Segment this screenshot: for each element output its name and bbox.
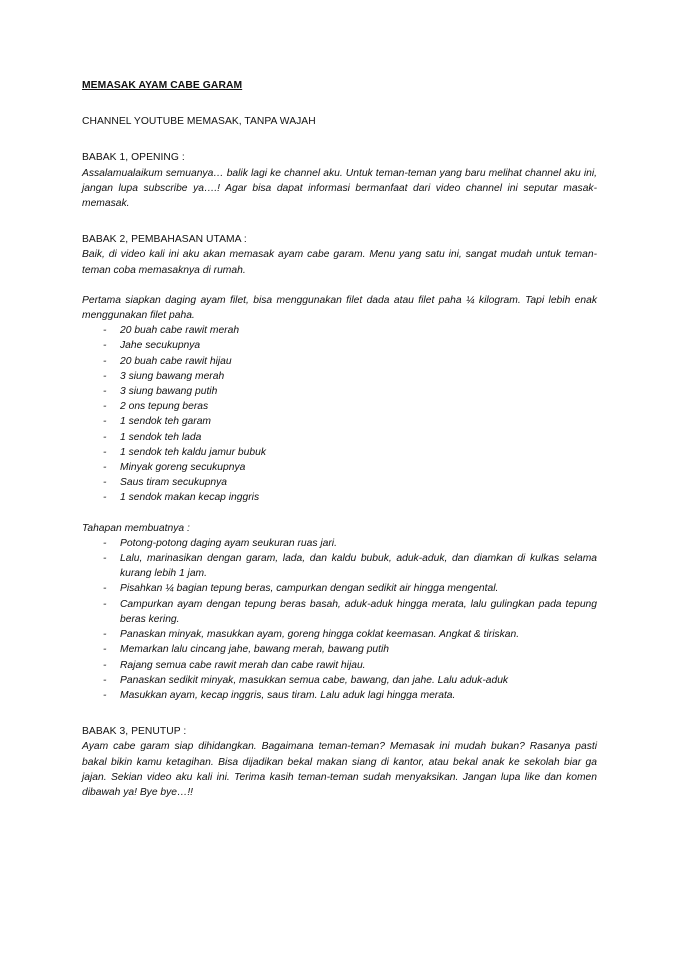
dash-bullet-icon: - bbox=[103, 355, 107, 367]
list-item bbox=[82, 414, 597, 429]
dash-bullet-icon: - bbox=[103, 462, 107, 474]
section-heading-main: BABAK 2, PEMBAHASAN UTAMA : bbox=[82, 234, 247, 246]
dash-bullet-icon: - bbox=[103, 431, 107, 443]
list-item-label: 1 sendok teh garam bbox=[120, 416, 212, 428]
list-item-label: Minyak goreng secukupnya bbox=[120, 462, 246, 474]
document-subtitle: CHANNEL YOUTUBE MEMASAK, TANPA WAJAH bbox=[82, 116, 316, 128]
dash-bullet-icon: - bbox=[103, 674, 107, 686]
list-item-label: 1 sendok teh kaldu jamur bubuk bbox=[120, 446, 266, 458]
dash-bullet-icon: - bbox=[103, 644, 107, 656]
list-item-label: Campurkan ayam dengan tepung beras basah, aduk-aduk hingga merata, lalu gulingkan pada tepung beras kering. bbox=[120, 598, 597, 625]
list-item bbox=[82, 658, 597, 673]
dash-bullet-icon: - bbox=[103, 477, 107, 489]
ingredients-list bbox=[82, 323, 597, 505]
dash-bullet-icon: - bbox=[103, 386, 107, 398]
dash-bullet-icon: - bbox=[103, 583, 107, 595]
steps-label: Tahapan membuatnya : bbox=[82, 522, 190, 534]
closing-paragraph: Ayam cabe garam siap dihidangkan. Bagaimana teman-teman? Memasak ini mudah bukan? Rasanya pasti bakal bikin kamu ketagihan. Bisa dijadikan bekal makan siang di kantor, atau bekal anak ke sekolah biar ga jajan. Sekian video aku kali ini. Terima kasih teman-teman sudah menyaksikan. Jangan lupa like dan komen dibawah ya! Bye bye…!! bbox=[82, 741, 597, 798]
list-item-label: 3 siung bawang merah bbox=[120, 370, 225, 382]
section-heading-closing: BABAK 3, PENUTUP : bbox=[82, 726, 187, 738]
list-item bbox=[82, 688, 597, 703]
dash-bullet-icon: - bbox=[103, 401, 107, 413]
list-item-label: Masukkan ayam, kecap inggris, saus tiram. Lalu aduk lagi hingga merata. bbox=[120, 689, 456, 701]
main-intro-paragraph: Baik, di video kali ini aku akan memasak ayam cabe garam. Menu yang satu ini, sangat mudah untuk teman-teman coba memasaknya di rumah. bbox=[82, 249, 597, 276]
opening-paragraph: Assalamualaikum semuanya… balik lagi ke channel aku. Untuk teman-teman yang baru melihat channel aku ini, jangan lupa subscribe ya….! Agar bisa dapat informasi bermanfaat dari video channel ini seputar masak-memasak. bbox=[82, 167, 597, 210]
list-item bbox=[82, 597, 597, 627]
dash-bullet-icon: - bbox=[103, 492, 107, 504]
list-item-label: Memarkan lalu cincang jahe, bawang merah, bawang putih bbox=[120, 644, 390, 656]
list-item-label: 1 sendok teh lada bbox=[120, 431, 202, 443]
list-item-label: 1 sendok makan kecap inggris bbox=[120, 492, 260, 504]
list-item bbox=[82, 536, 597, 551]
list-item-label: Pisahkan ¼ bagian tepung beras, campurkan dengan sedikit air hingga mengental. bbox=[120, 583, 499, 595]
steps-list bbox=[82, 536, 597, 703]
dash-bullet-icon: - bbox=[103, 370, 107, 382]
list-item-label: Lalu, marinasikan dengan garam, lada, dan kaldu bubuk, aduk-aduk, dan diamkan di kulkas selama kurang lebih 1 jam. bbox=[120, 553, 597, 580]
dash-bullet-icon: - bbox=[103, 416, 107, 428]
page-title: MEMASAK AYAM CABE GARAM bbox=[82, 80, 243, 91]
list-item bbox=[82, 445, 597, 460]
list-item-label: 3 siung bawang putih bbox=[120, 386, 218, 398]
document-body bbox=[82, 78, 597, 800]
dash-bullet-icon: - bbox=[103, 629, 107, 641]
list-item bbox=[82, 490, 597, 505]
dash-bullet-icon: - bbox=[103, 537, 107, 549]
list-item bbox=[82, 354, 597, 369]
spacer bbox=[82, 506, 597, 521]
list-item bbox=[82, 551, 597, 581]
section-heading-opening: BABAK 1, OPENING : bbox=[82, 152, 185, 164]
dash-bullet-icon: - bbox=[103, 689, 107, 701]
list-item-label: Panaskan sedikit minyak, masukkan semua cabe, bawang, dan jahe. Lalu aduk-aduk bbox=[120, 674, 509, 686]
list-item bbox=[82, 399, 597, 414]
list-item-label: Potong-potong daging ayam seukuran ruas jari. bbox=[120, 537, 337, 549]
list-item-label: Saus tiram secukupnya bbox=[120, 477, 228, 489]
dash-bullet-icon: - bbox=[103, 340, 107, 352]
list-item bbox=[82, 323, 597, 338]
dash-bullet-icon: - bbox=[103, 553, 107, 565]
list-item bbox=[82, 627, 597, 642]
list-item bbox=[82, 384, 597, 399]
ingredients-intro-paragraph: Pertama siapkan daging ayam filet, bisa menggunakan filet dada atau filet paha ¼ kilogram. Tapi lebih enak menggunakan filet paha. bbox=[82, 294, 597, 322]
list-item bbox=[82, 430, 597, 445]
list-item-label: 20 buah cabe rawit hijau bbox=[120, 355, 232, 367]
list-item bbox=[82, 673, 597, 688]
list-item-label: 2 ons tepung beras bbox=[120, 401, 209, 413]
list-item bbox=[82, 460, 597, 475]
dash-bullet-icon: - bbox=[103, 325, 107, 337]
list-item bbox=[82, 642, 597, 657]
dash-bullet-icon: - bbox=[103, 446, 107, 458]
list-item bbox=[82, 581, 597, 596]
dash-bullet-icon: - bbox=[103, 659, 107, 671]
list-item-label: Panaskan minyak, masukkan ayam, goreng hingga coklat keemasan. Angkat & tiriskan. bbox=[120, 629, 520, 641]
list-item bbox=[82, 369, 597, 384]
list-item bbox=[82, 338, 597, 353]
list-item-label: 20 buah cabe rawit merah bbox=[120, 325, 240, 337]
dash-bullet-icon: - bbox=[103, 598, 107, 610]
list-item-label: Rajang semua cabe rawit merah dan cabe rawit hijau. bbox=[120, 659, 366, 671]
list-item-label: Jahe secukupnya bbox=[120, 340, 201, 352]
list-item bbox=[82, 475, 597, 490]
